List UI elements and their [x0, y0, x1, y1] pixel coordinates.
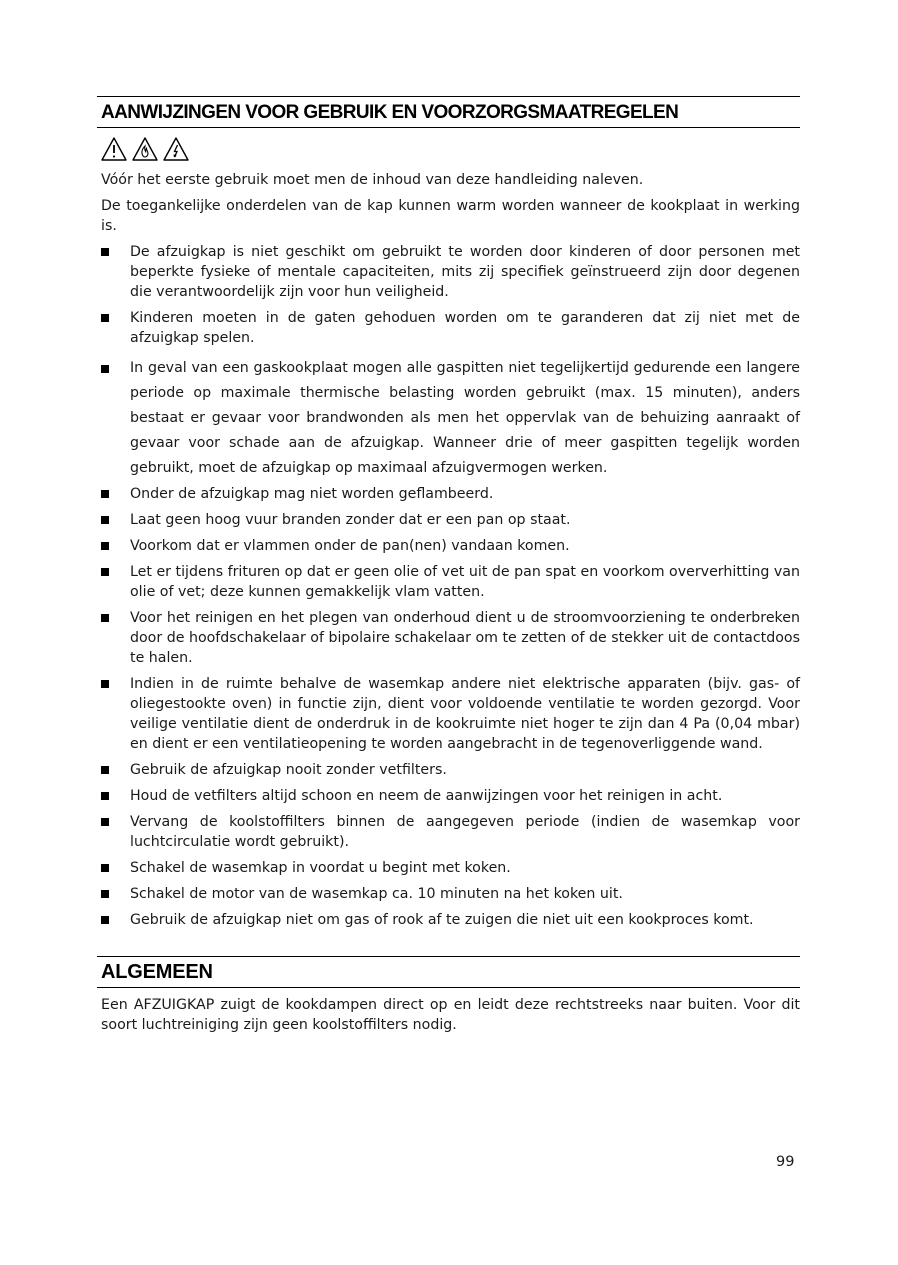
bullet-icon: [101, 916, 109, 924]
bullet-icon: [101, 818, 109, 826]
section-header-general: [97, 956, 800, 988]
list-item-text: Schakel de motor van de wasemkap ca. 10 minuten na het koken uit.: [130, 886, 623, 902]
precautions-list: [97, 242, 800, 930]
list-item-text: Voorkom dat er vlammen onder de pan(nen) vandaan komen.: [130, 538, 570, 554]
bullet-icon: [101, 680, 109, 688]
bullet-icon: [101, 490, 109, 498]
warning-triangle-icon: [100, 136, 128, 162]
section-header-precautions: [97, 96, 800, 128]
list-item: [97, 812, 800, 852]
electric-warning-icon: [162, 136, 190, 162]
list-item-text: De afzuigkap is niet geschikt om gebruikt te worden door kinderen of door personen met beperkte fysieke of mentale capaciteiten, mits zij specifiek geïnstrueerd zijn door degenen die verantwoordelijk zijn voor hun veiligheid.: [130, 244, 800, 300]
bullet-icon: [101, 792, 109, 800]
list-item-text: Laat geen hoog vuur branden zonder dat er een pan op staat.: [130, 512, 571, 528]
list-item-text: Vervang de koolstoffilters binnen de aangegeven periode (indien de wasemkap voor luchtcirculatie wordt gebruikt).: [130, 814, 800, 850]
bullet-icon: [101, 766, 109, 774]
list-item-text: Gebruik de afzuigkap niet om gas of rook af te zuigen die niet uit een kookproces komt.: [130, 912, 754, 928]
list-item: [97, 760, 800, 780]
list-item: [97, 356, 800, 481]
list-item: [97, 484, 800, 504]
page-number: 99: [776, 1154, 795, 1170]
general-paragraph: Een AFZUIGKAP zuigt de kookdampen direct op en leidt deze rechtstreeks naar buiten. Voor dit soort luchtreiniging zijn geen koolstoffilters nodig.: [101, 997, 800, 1033]
list-item: [97, 786, 800, 806]
intro-paragraph-1: Vóór het eerste gebruik moet men de inhoud van deze handleiding naleven.: [101, 172, 644, 188]
list-item: [97, 536, 800, 556]
list-item-text: Schakel de wasemkap in voordat u begint met koken.: [130, 860, 511, 876]
list-item-text: In geval van een gaskookplaat mogen alle gaspitten niet tegelijkertijd gedurende een langere periode op maximale thermische belasting worden gebruikt (max. 15 minuten), anders bestaat er gevaar voor brandwonden als men het oppervlak van de behuizing aanraakt of gevaar voor schade aan de afzuigkap. Wanneer drie of meer gaspitten tegelijk worden gebruikt, moet de afzuigkap op maximaal afzuigvermogen werken.: [130, 360, 800, 476]
bullet-icon: [101, 516, 109, 524]
list-item: [97, 608, 800, 668]
list-item-text: Let er tijdens frituren op dat er geen olie of vet uit de pan spat en voorkom oververhitting van olie of vet; deze kunnen gemakkelijk vlam vatten.: [130, 564, 800, 600]
bullet-icon: [101, 568, 109, 576]
list-item-text: Indien in de ruimte behalve de wasemkap andere niet elektrische apparaten (bijv. gas- of oliegestookte oven) in functie zijn, dient voor voldoende ventilatie te worden gezorgd. Voor veilige ventilatie dient de onderdruk in de kookruimte niet hoger te zijn dan 4 Pa (0,04 mbar) en dient er een ventilatieopening te worden aangebracht in de tegenoverliggende wand.: [130, 676, 800, 752]
bullet-icon: [101, 864, 109, 872]
list-item: [97, 910, 800, 930]
bullet-icon: [101, 542, 109, 550]
section-title-precautions: AANWIJZINGEN VOOR GEBRUIK EN VOORZORGSMAATREGELEN: [101, 102, 679, 123]
list-item: [97, 308, 800, 348]
flame-warning-icon: [131, 136, 159, 162]
list-item-text: Kinderen moeten in de gaten gehoduen worden om te garanderen dat zij niet met de afzuigkap spelen.: [130, 310, 800, 346]
list-item: [97, 674, 800, 754]
bullet-icon: [101, 314, 109, 322]
intro-paragraph-2: De toegankelijke onderdelen van de kap kunnen warm worden wanneer de kookplaat in werking is.: [101, 198, 800, 234]
manual-page: [97, 96, 800, 1035]
bullet-icon: [101, 890, 109, 898]
section-title-general: ALGEMEEN: [101, 961, 213, 983]
list-item-text: Gebruik de afzuigkap nooit zonder vetfilters.: [130, 762, 447, 778]
list-item-text: Houd de vetfilters altijd schoon en neem de aanwijzingen voor het reinigen in acht.: [130, 788, 723, 804]
bullet-icon: [101, 248, 109, 256]
list-item: [97, 884, 800, 904]
list-item: [97, 858, 800, 878]
list-item: [97, 510, 800, 530]
list-item-text: Onder de afzuigkap mag niet worden geflambeerd.: [130, 486, 494, 502]
bullet-icon: [101, 614, 109, 622]
list-item-text: Voor het reinigen en het plegen van onderhoud dient u de stroomvoorziening te onderbreken door de hoofdschakelaar of bipolaire schakelaar om te zetten of de stekker uit de contactdoos te halen.: [130, 610, 800, 666]
bullet-icon: [101, 365, 109, 373]
warning-icons: [100, 136, 800, 164]
list-item: [97, 562, 800, 602]
list-item: [97, 242, 800, 302]
